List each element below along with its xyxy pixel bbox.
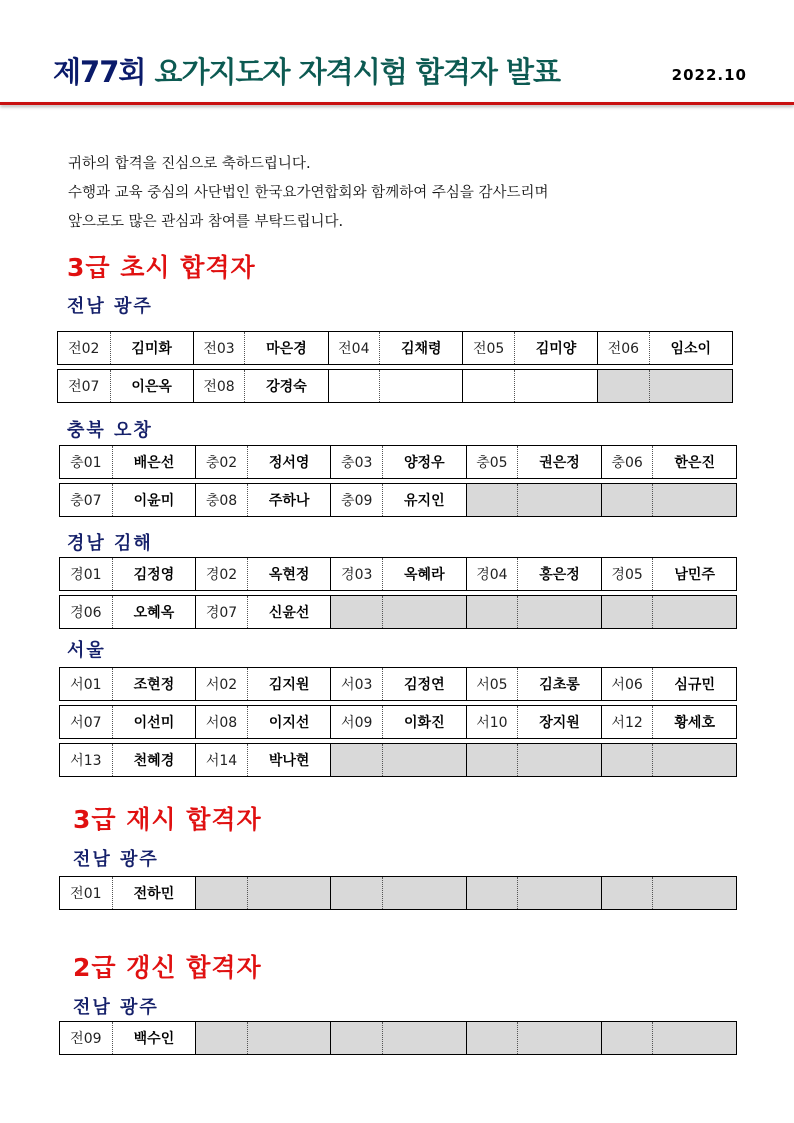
candidate-name: 한은진 (652, 446, 735, 478)
empty-cell (330, 744, 382, 776)
candidate-name: 김지원 (247, 668, 330, 700)
result-row (59, 1021, 737, 1055)
region-heading: 서울 (67, 640, 106, 661)
candidate-code: 충09 (330, 484, 382, 516)
page-header (0, 0, 794, 108)
empty-cell (247, 1022, 330, 1054)
region-heading: 전남 광주 (67, 296, 153, 317)
empty-cell (247, 877, 330, 909)
empty-cell (517, 744, 600, 776)
candidate-name: 김채령 (379, 332, 462, 364)
candidate-code: 서13 (70, 753, 102, 769)
candidate-name: 전하민 (112, 877, 195, 909)
candidate-name: 오혜옥 (112, 596, 195, 628)
candidate-name: 조현정 (112, 668, 195, 700)
empty-cell (517, 596, 600, 628)
empty-cell (652, 596, 735, 628)
candidate-name: 박나현 (247, 744, 330, 776)
empty-cell (514, 370, 597, 402)
candidate-name: 남민주 (652, 558, 735, 590)
candidate-code: 전02 (68, 341, 100, 357)
empty-cell (517, 877, 600, 909)
candidate-name: 옥현정 (247, 558, 330, 590)
title-number: 제77회 (53, 55, 146, 89)
empty-cell (601, 744, 653, 776)
candidate-name: 마은경 (244, 332, 327, 364)
candidate-code: 서03 (330, 668, 382, 700)
result-row (59, 557, 737, 591)
candidate-code: 전01 (70, 886, 102, 902)
empty-cell (652, 744, 735, 776)
empty-cell (462, 370, 514, 402)
candidate-code: 전09 (70, 1031, 102, 1047)
region-heading: 경남 김해 (67, 533, 153, 554)
result-row (57, 369, 733, 403)
candidate-name: 김미양 (514, 332, 597, 364)
empty-cell (517, 1022, 600, 1054)
candidate-code: 서01 (70, 677, 102, 693)
result-row (59, 445, 737, 479)
region-heading: 전남 광주 (73, 849, 159, 870)
candidate-name: 배은선 (112, 446, 195, 478)
intro-line: 귀하의 합격을 진심으로 축하드립니다. (68, 156, 311, 172)
empty-cell (330, 1022, 382, 1054)
candidate-code: 충03 (330, 446, 382, 478)
region-heading: 충북 오창 (67, 420, 153, 441)
empty-cell (195, 1022, 247, 1054)
candidate-code: 충07 (70, 493, 102, 509)
candidate-code: 서10 (466, 706, 518, 738)
candidate-code: 충01 (70, 455, 102, 471)
empty-cell (466, 744, 518, 776)
candidate-code: 경02 (195, 558, 247, 590)
candidate-name: 임소이 (649, 332, 732, 364)
candidate-code: 서06 (601, 668, 653, 700)
empty-cell (466, 596, 518, 628)
empty-cell (649, 370, 732, 402)
empty-cell (601, 596, 653, 628)
empty-cell (328, 370, 380, 402)
empty-cell (517, 484, 600, 516)
empty-cell (330, 877, 382, 909)
candidate-name: 이선미 (112, 706, 195, 738)
candidate-name: 황세호 (652, 706, 735, 738)
candidate-name: 이윤미 (112, 484, 195, 516)
candidate-code: 충05 (466, 446, 518, 478)
candidate-code: 경04 (466, 558, 518, 590)
empty-cell (466, 484, 518, 516)
candidate-name: 강경숙 (244, 370, 327, 402)
empty-cell (330, 596, 382, 628)
candidate-code: 서09 (330, 706, 382, 738)
candidate-code: 서05 (466, 668, 518, 700)
candidate-name: 정서영 (247, 446, 330, 478)
empty-cell (382, 744, 465, 776)
candidate-code: 충02 (195, 446, 247, 478)
empty-cell (466, 1022, 518, 1054)
empty-cell (652, 1022, 735, 1054)
candidate-name: 이지선 (247, 706, 330, 738)
candidate-code: 충06 (601, 446, 653, 478)
result-row (59, 483, 737, 517)
candidate-name: 백수인 (112, 1022, 195, 1054)
empty-cell (652, 877, 735, 909)
empty-cell (379, 370, 462, 402)
empty-cell (466, 877, 518, 909)
candidate-name: 홍은정 (517, 558, 600, 590)
empty-cell (382, 596, 465, 628)
candidate-name: 신윤선 (247, 596, 330, 628)
empty-cell (382, 1022, 465, 1054)
section-title: 3급 재시 합격자 (73, 805, 262, 834)
candidate-name: 김미화 (110, 332, 193, 364)
candidate-code: 경07 (195, 596, 247, 628)
empty-cell (601, 1022, 653, 1054)
candidate-code: 전07 (68, 379, 100, 395)
candidate-code: 경03 (330, 558, 382, 590)
result-row (59, 876, 737, 910)
section-title: 3급 초시 합격자 (67, 253, 256, 282)
candidate-code: 전08 (193, 370, 245, 402)
candidate-code: 전05 (462, 332, 514, 364)
result-row (59, 595, 737, 629)
candidate-name: 옥혜라 (382, 558, 465, 590)
region-heading: 전남 광주 (73, 997, 159, 1018)
candidate-name: 심규민 (652, 668, 735, 700)
result-row (59, 667, 737, 701)
candidate-name: 김초롱 (517, 668, 600, 700)
header-divider (0, 102, 794, 105)
candidate-code: 경01 (70, 567, 102, 583)
candidate-name: 주하나 (247, 484, 330, 516)
candidate-code: 충08 (195, 484, 247, 516)
intro-line: 앞으로도 많은 관심과 참여를 부탁드립니다. (68, 214, 344, 230)
page-title (53, 50, 560, 91)
section-title: 2급 갱신 합격자 (73, 953, 262, 982)
candidate-name: 장지원 (517, 706, 600, 738)
candidate-name: 천혜경 (112, 744, 195, 776)
intro-line: 수행과 교육 중심의 사단법인 한국요가연합회와 함께하여 주심을 감사드리며 (68, 185, 549, 201)
empty-cell (601, 484, 653, 516)
title-text: 요가지도자 자격시험 합격자 발표 (154, 55, 560, 89)
candidate-code: 서12 (601, 706, 653, 738)
candidate-code: 전03 (193, 332, 245, 364)
candidate-code: 서14 (195, 744, 247, 776)
candidate-code: 전04 (328, 332, 380, 364)
candidate-code: 서07 (70, 715, 102, 731)
empty-cell (382, 877, 465, 909)
announcement-date: 2022.10 (671, 66, 747, 84)
candidate-code: 서02 (195, 668, 247, 700)
candidate-code: 전06 (597, 332, 649, 364)
candidate-name: 양정우 (382, 446, 465, 478)
candidate-name: 유지인 (382, 484, 465, 516)
candidate-name: 김정영 (112, 558, 195, 590)
candidate-code: 서08 (195, 706, 247, 738)
candidate-name: 이은옥 (110, 370, 193, 402)
intro-paragraph (68, 150, 549, 237)
candidate-code: 경05 (601, 558, 653, 590)
result-row (59, 705, 737, 739)
empty-cell (195, 877, 247, 909)
candidate-name: 이화진 (382, 706, 465, 738)
empty-cell (652, 484, 735, 516)
result-row (57, 331, 733, 365)
empty-cell (597, 370, 649, 402)
candidate-code: 경06 (70, 605, 102, 621)
result-row (59, 743, 737, 777)
candidate-name: 권은정 (517, 446, 600, 478)
candidate-name: 김정연 (382, 668, 465, 700)
empty-cell (601, 877, 653, 909)
